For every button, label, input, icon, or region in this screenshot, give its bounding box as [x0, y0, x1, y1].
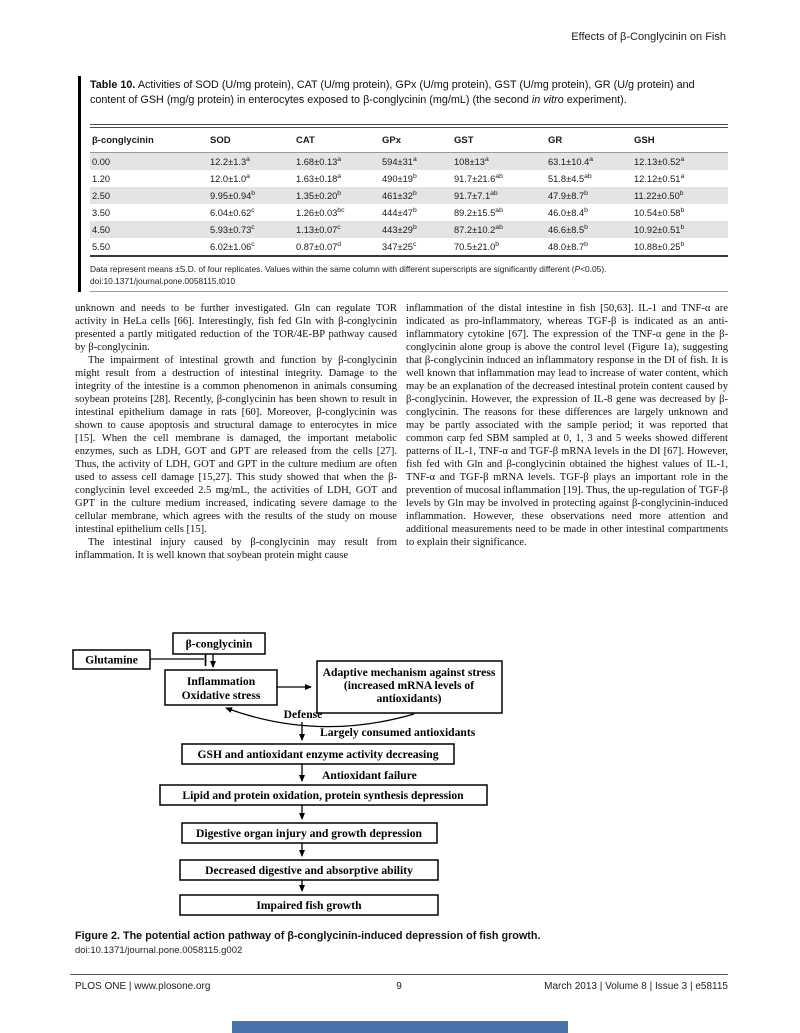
- figure-2-diagram: [70, 628, 730, 928]
- running-head: Effects of β-Conglycinin on Fish: [571, 31, 726, 43]
- body-paragraph: unknown and needs to be further investigated. Gln can regulate TOR activity in HeLa cells [66]. Interestingly, fish fed Gln with β-conglycinin presented a partly mitigated reduction of the TOR/4E-BP pathway caused by β-conglycinin.: [75, 303, 397, 353]
- column-header-gst: GST: [452, 128, 546, 153]
- table-caption-text: Activities of SOD (U/mg protein), CAT (U/mg protein), GPx (U/mg protein), GST (U/mg protein), GR (U/g protein) and content of GSH (mg/g protein) in enterocytes exposed to β-conglycinin (mg/mL) (the second: [90, 79, 695, 107]
- table-caption-tail: experiment).: [563, 94, 627, 107]
- edge-label-consumed: Largely consumed antioxidants: [320, 726, 476, 739]
- edge-label-defense: Defense: [283, 708, 323, 721]
- footer-rule: [70, 974, 728, 975]
- table-footnote: [90, 263, 728, 276]
- footnote-tail: <0.05).: [580, 263, 607, 274]
- node-impaired-label: Impaired fish growth: [256, 899, 362, 912]
- body-paragraph: inflammation of the distal intestine in fish [50,63]. IL-1 and TNF-α are indicated as pro-inflammatory, whereas TGF-β is indicated as an anti-inflammatory cytokine [67]. The expression of the TNF-α gene in the β-conglycinin alone group is above the control level (Figure 1a), suggesting that β-conglycinin induced an inflammatory response in the DI of fish. It is well known that inflammation may lead to increase of water content, which may be an explanation of the decreased intestinal protein content caused by β-conglycinin. However, the expression of IL-8 gene was decreased by β-conglycinin. The reasons for these differences are largely unknown and may be partly associated with the sample period; it was reported that common carp fed SBM sampled at 0, 1, 3 and 5 weeks showed different patterns of IL-1, TNF-α and TGF-β mRNA levels in the DI [67]. However, fish fed with Gln and β-conglycinin obtained the highest values of IL-1, TNF-α and TGF-β mRNA levels. TGF-β plays an important role in the prevention of mucosal inflammation [19]. Thus, the up-regulation of TGF-β levels by Gln may be involved in protecting against β-conglycinin-induced inflammation. However, these observations need more attention and additional measurements need to be made in other intestinal compartments to explain their significance.: [406, 303, 728, 548]
- footer: [70, 981, 728, 995]
- figure-doi: doi:10.1371/journal.pone.0058115.g002: [75, 945, 243, 956]
- node-gsh-label: GSH and antioxidant enzyme activity decreasing: [197, 748, 439, 761]
- node-decreased-label: Decreased digestive and absorptive ability: [205, 864, 413, 877]
- node-lipid-label: Lipid and protein oxidation, protein synthesis depression: [182, 789, 464, 802]
- figure-caption-block: [75, 930, 730, 956]
- footnote-text: Data represent means ±S.D. of four replicates. Values within the same column with different superscripts are significantly different (: [90, 263, 575, 274]
- figure-caption: Figure 2. The potential action pathway of β-conglycinin-induced depression of fish growth.: [75, 930, 541, 942]
- column-header-gpx: GPx: [380, 128, 452, 153]
- table-body: [90, 152, 728, 256]
- body-paragraph: The intestinal injury caused by β-conglycinin may result from inflammation. It is well known that soybean protein might cause: [75, 537, 397, 561]
- table-caption-italic: in vitro: [531, 94, 564, 107]
- node-digestive-label: Digestive organ injury and growth depression: [196, 827, 422, 840]
- table-label: Table 10.: [90, 79, 136, 91]
- table-row: 3.50 6.04±0.62$^c$ 1.26±0.03$^{bc}$ $444\pm 47^b$ 89.2±15.5$^{ab}$ 46.0±8.4$^b$ 10.54±0.58$^b$: [92, 206, 685, 218]
- column-header-sod: SOD: [208, 128, 294, 153]
- table-header-row: [90, 128, 728, 153]
- issue-info: March 2013 | Volume 8 | Issue 3 | e58115: [544, 981, 728, 992]
- journal-name: PLOS ONE | www.plosone.org: [75, 981, 211, 992]
- node-inflammation-line1: Inflammation: [186, 675, 256, 688]
- page-bottom-bar: [232, 1021, 568, 1033]
- table-row: 4.50 5.93±0.73$^c$ 1.13±0.07$^c$ $443\pm 29^b$ 87.2±10.2$^{ab}$ 46.6±8.5$^b$ 10.92±0.51$^b$: [90, 221, 728, 238]
- node-glutamine-label: Glutamine: [85, 653, 138, 667]
- table-row: 5.50 6.02±1.06$^c$ 0.87±0.07$^d$ $347\pm 25^c$ 70.5±21.0$^b$ 48.0±8.7$^b$ 10.88±0.25$^b$: [92, 240, 685, 252]
- page-number: 9: [396, 981, 402, 992]
- node-adaptive-line1: Adaptive mechanism against stress: [322, 666, 496, 679]
- table-doi: doi:10.1371/journal.pone.0058115.t010: [90, 276, 236, 287]
- table-row: 2.50 9.95±0.94$^b$ 1.35±0.20$^b$ $461\pm 32^b$ 91.7±7.1$^{ab}$ 47.9±8.7$^b$ 11.22±0.50$^b$: [90, 187, 728, 204]
- body-column-left: [75, 302, 397, 562]
- body-column-right: [406, 302, 728, 549]
- footnote-italic-p: P: [574, 263, 581, 274]
- table-caption: [90, 78, 728, 109]
- data-table: [90, 128, 728, 257]
- table-bottom-rule: [90, 291, 728, 292]
- column-header-dose: β-conglycinin: [90, 128, 208, 153]
- node-inflammation-line2: Oxidative stress: [181, 689, 261, 702]
- column-header-cat: CAT: [294, 128, 380, 153]
- node-adaptive-line2: (increased mRNA levels of: [343, 679, 475, 692]
- body-paragraph: The impairment of intestinal growth and function by β-conglycinin might result from a destruction of intestinal integrity. Damage to the integrity of the intestine is a common phenomenon in animals consuming soybean proteins [28]. Recently, β-conglycinin has been shown to result in intestinal epithelium damage in rats [60]. Moreover, β-conglycinin was shown to cause apoptosis and structural damage to enterocytes in mice [15]. When the cell membrane is damaged, the important metabolic enzymes, such as LDH, GOT and GPT are released from the cells [27]. Thus, the activity of LDH, GOT and GPT in the culture medium are often used to assess cell damage [15,27]. This study showed that when the β-conglycinin level exceeded 2.5 mg/mL, the activities of LDH, GOT and GPT in the culture medium increased, indicating severe damage to the cellular membrane, which agrees with the results of the study on mouse intestinal epithelium cells [15].: [75, 355, 397, 535]
- column-header-gr: GR: [546, 128, 632, 153]
- node-adaptive-line3: antioxidants): [376, 692, 442, 705]
- edge-label-antioxidant-failure: Antioxidant failure: [322, 769, 417, 782]
- node-beta-label: β-conglycinin: [185, 637, 253, 651]
- table-10-block: [78, 76, 728, 292]
- table-row: 0.00 12.2±1.3$^a$ 1.68±0.13$^a$ $594\pm 31^a$ $108\pm 13^a$ 63.1±10.4$^a$ 12.13±0.52$^a$: [90, 152, 728, 170]
- table-row: 1.20 12.0±1.0$^a$ 1.63±0.18$^a$ $490\pm 19^b$ 91.7±21.6$^{ab}$ 51.8±4.5$^{ab}$ 12.12±0.51$^a$: [92, 172, 685, 184]
- column-header-gsh: GSH: [632, 128, 728, 153]
